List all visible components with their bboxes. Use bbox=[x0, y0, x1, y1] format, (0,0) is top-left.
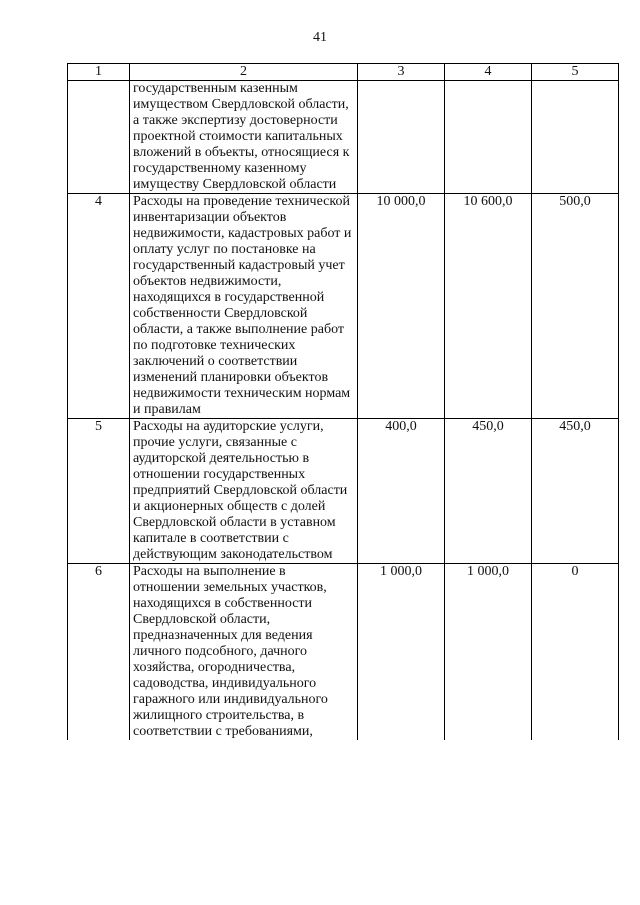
row-value-col5 bbox=[532, 81, 619, 194]
row-value-col3: 400,0 bbox=[358, 419, 445, 564]
row-value-col5: 450,0 bbox=[532, 419, 619, 564]
row-description: государственным казенным имуществом Свердловской области, а также экспертизу достоверности проектной стоимости капитальных вложений в объекты, относящиеся к государственному казенному имуществу Свердловской области bbox=[130, 81, 358, 194]
table-row bbox=[68, 194, 619, 419]
row-value-col3: 1 000,0 bbox=[358, 564, 445, 741]
row-value-col3 bbox=[358, 81, 445, 194]
row-value-col5: 0 bbox=[532, 564, 619, 741]
row-description: Расходы на аудиторские услуги, прочие услуги, связанные с аудиторской деятельностью в отношении государственных предприятий Свердловской области и акционерных обществ с долей Свердловской области в уставном капитале в соответствии с действующим законодательством bbox=[130, 419, 358, 564]
column-header-4: 4 bbox=[445, 64, 532, 81]
row-value-col4: 10 600,0 bbox=[445, 194, 532, 419]
row-description: Расходы на выполнение в отношении земельных участков, находящихся в собственности Свердловской области, предназначенных для ведения личного подсобного, дачного хозяйства, огородничества, садоводства, индивидуального гаражного или индивидуального жилищного строительства, в соответствии с требованиями, bbox=[130, 564, 358, 741]
row-number bbox=[68, 81, 130, 194]
row-number: 5 bbox=[68, 419, 130, 564]
table-row bbox=[68, 81, 619, 194]
row-value-col5: 500,0 bbox=[532, 194, 619, 419]
row-value-col4: 450,0 bbox=[445, 419, 532, 564]
row-value-col4: 1 000,0 bbox=[445, 564, 532, 741]
header-row bbox=[68, 64, 619, 81]
budget-table bbox=[67, 63, 619, 740]
column-header-1: 1 bbox=[68, 64, 130, 81]
table-row bbox=[68, 419, 619, 564]
row-number: 6 bbox=[68, 564, 130, 741]
row-number: 4 bbox=[68, 194, 130, 419]
table-row bbox=[68, 564, 619, 741]
row-description: Расходы на проведение технической инвентаризации объектов недвижимости, кадастровых работ и оплату услуг по постановке на государственный кадастровый учет объектов недвижимости, находящихся в государственной собственности Свердловской области, а также выполнение работ по подготовке технических заключений о соответствии изменений планировки объектов недвижимости техническим нормам и правилам bbox=[130, 194, 358, 419]
page-number: 41 bbox=[313, 30, 327, 45]
row-value-col4 bbox=[445, 81, 532, 194]
column-header-3: 3 bbox=[358, 64, 445, 81]
row-value-col3: 10 000,0 bbox=[358, 194, 445, 419]
column-header-5: 5 bbox=[532, 64, 619, 81]
column-header-2: 2 bbox=[130, 64, 358, 81]
